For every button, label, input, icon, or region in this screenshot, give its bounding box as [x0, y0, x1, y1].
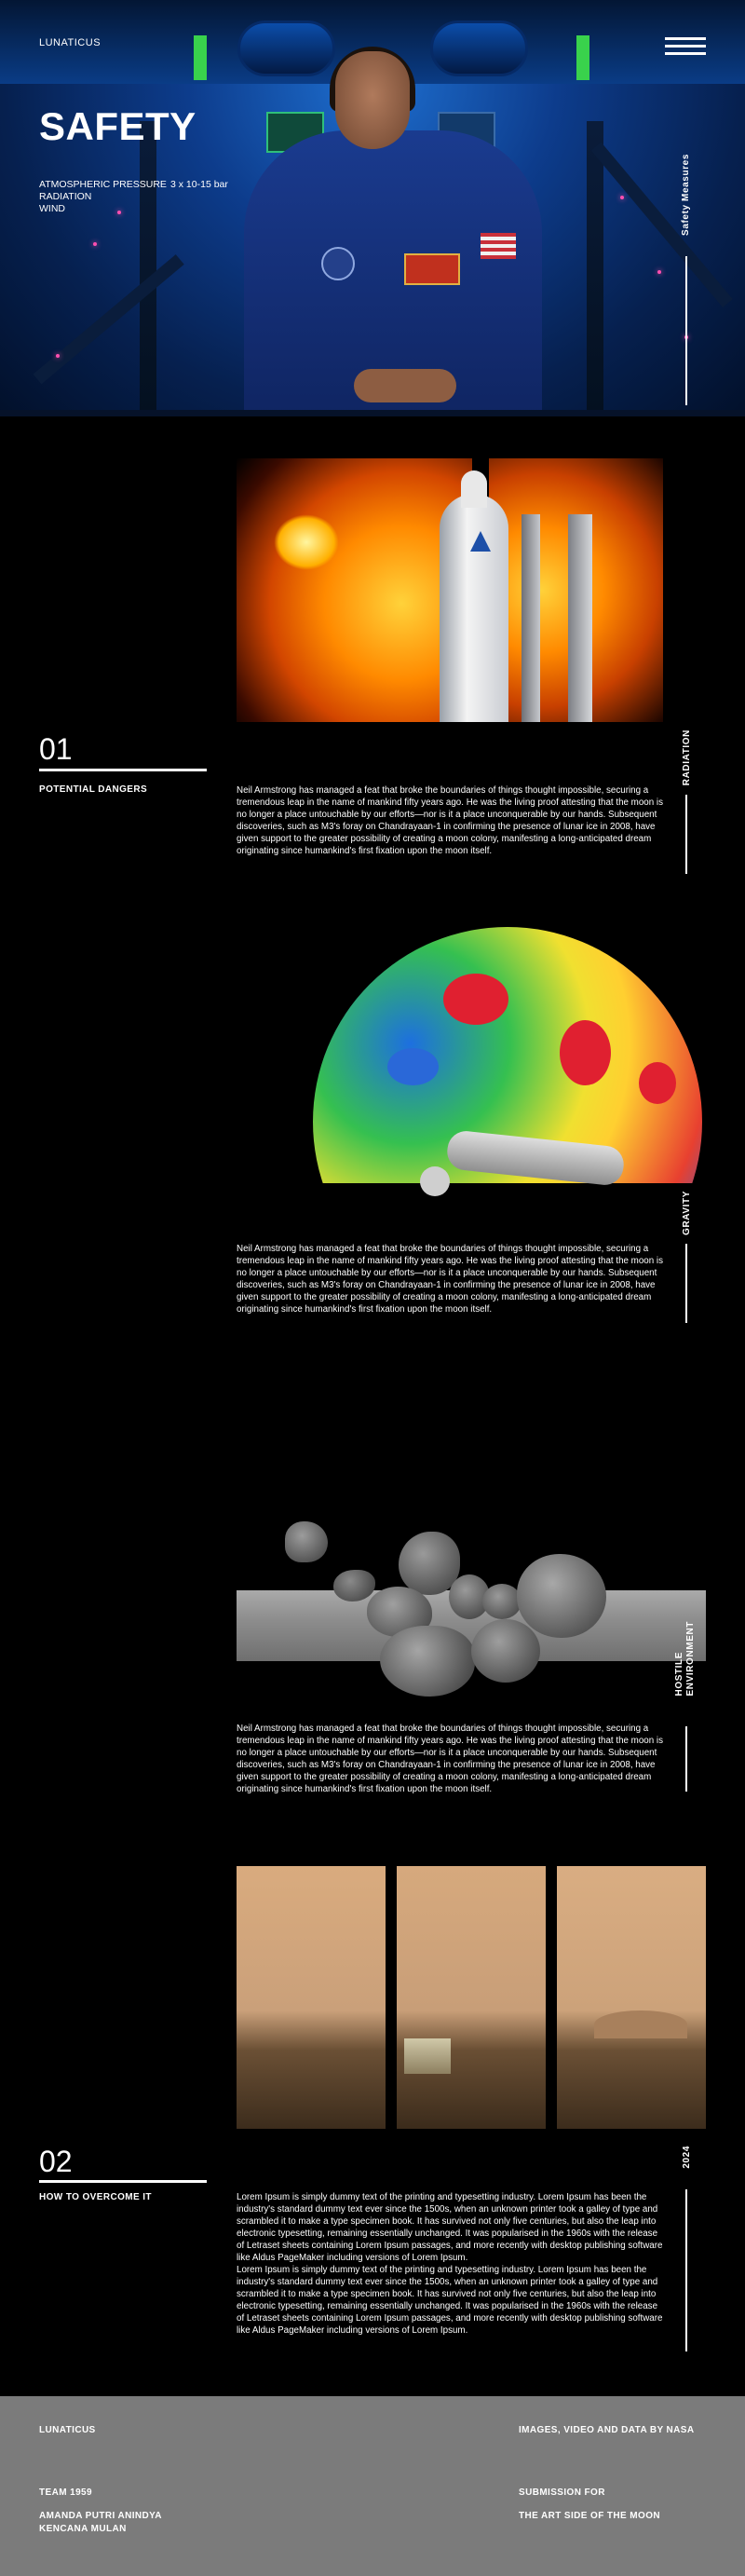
gravity-anomaly: [560, 1020, 611, 1085]
cockpit-window: [237, 20, 335, 76]
cockpit-rail: [34, 254, 184, 384]
section-heading-potential-dangers: POTENTIAL DANGERS: [39, 784, 148, 795]
hero-section: [0, 0, 745, 416]
side-label-line: ENVIRONMENT: [685, 1621, 696, 1697]
astronaut-hands: [354, 369, 456, 402]
side-label-year: 2024: [682, 2146, 692, 2169]
cockpit-strut: [587, 121, 603, 416]
side-divider: [685, 2189, 687, 2351]
gravity-anomaly: [443, 974, 508, 1025]
side-label-radiation: RADIATION: [682, 729, 692, 786]
side-divider: [685, 256, 687, 405]
hostile-environment-paragraph: Neil Armstrong has managed a feat that broke the boundaries of things thought impossible, securing a tremendous leap in the name of mankind fifty years ago. He was the living proof attesting that the moon is no longer a place untouchable by our efforts—nor is it a place unconquerable by our hands. Subsequent discoveries, such as M3's foray on Chandrayaan-1 in confirming the presence of lunar ice in 2008, have given support to the greater possibility of creating a moon colony, manifesting a long-anticipated dream originating since humankind's first fixation upon the moon itself.: [237, 1724, 663, 1794]
indicator-light: [194, 35, 207, 80]
member-name: AMANDA PUTRI ANINDYA: [39, 2511, 162, 2521]
overcome-paragraph: Lorem Ipsum is simply dummy text of the printing and typesetting industry. Lorem Ipsum has been the industry's standard dummy text ever since the 1500s, when an unknown printer took a galley of type and scrambled it to make a type specimen book. It has survived not only five centuries, but also the leap into electronic typesetting, remaining essentially unchanged. It was popularised in the 1960s with the release of Letraset sheets containing Lorem Ipsum passages, and more recently with desktop publishing software like Aldus PageMaker including versions of Lorem Ipsum.: [237, 2265, 663, 2336]
gravity-anomaly: [387, 1048, 439, 1085]
footer: [0, 2396, 745, 2576]
side-divider: [685, 1244, 687, 1323]
side-label-hostile-environment: [674, 1621, 697, 1697]
launch-tower: [568, 514, 592, 722]
side-label-safety-measures: Safety Measures: [681, 154, 691, 236]
section-heading-how-to-overcome-it: HOW TO OVERCOME IT: [39, 2192, 152, 2202]
side-label-gravity: GRAVITY: [682, 1191, 692, 1235]
footer-submission-label: SUBMISSION FOR: [519, 2487, 605, 2498]
section-number-01: 01: [39, 732, 73, 766]
asteroid: [380, 1626, 475, 1697]
page-title: SAFETY: [39, 104, 196, 148]
spec-label: WIND: [39, 203, 65, 214]
mars-hill: [594, 2010, 687, 2038]
section-underline: [39, 769, 207, 771]
pink-light: [56, 354, 60, 358]
mars-surface-image: [557, 1866, 706, 2129]
menu-line: [665, 45, 706, 48]
us-flag-patch: [481, 233, 516, 259]
footer-members: [39, 2510, 162, 2536]
asteroid: [482, 1584, 522, 1619]
spec-label: RADIATION: [39, 191, 92, 202]
spec-label: ATMOSPHERIC PRESSURE: [39, 179, 167, 190]
brand-logo[interactable]: LUNATICUS: [39, 37, 102, 48]
cockpit-window: [430, 20, 528, 76]
mars-surface-image: [397, 1866, 546, 2129]
asteroid: [517, 1554, 606, 1638]
footer-credits: IMAGES, VIDEO AND DATA BY NASA: [519, 2425, 695, 2435]
sun-image: [237, 458, 472, 722]
pathfinder-lander: [404, 2038, 451, 2074]
side-divider: [685, 1726, 687, 1792]
radiation-paragraph: Neil Armstrong has managed a feat that broke the boundaries of things thought impossible, securing a tremendous leap in the name of mankind fifty years ago. He was the living proof attesting that the moon is no longer a place untouchable by our efforts—nor is it a place unconquerable by our hands. Subsequent discoveries, such as M3's foray on Chandrayaan-1 in confirming the presence of lunar ice in 2008, have given support to the greater possibility of creating a moon colony, manifesting a long-anticipated dream originating since humankind's first fixation upon the moon itself.: [237, 785, 663, 856]
footer-team: TEAM 1959: [39, 2487, 92, 2498]
rocket-nose: [461, 470, 487, 508]
section-underline: [39, 2180, 207, 2183]
menu-line: [665, 37, 706, 40]
footer-event: THE ART SIDE OF THE MOON: [519, 2511, 661, 2521]
cockpit-rail: [591, 143, 733, 308]
menu-line: [665, 52, 706, 55]
pressure-value: 3 x 10-15 bar: [170, 179, 228, 190]
cockpit-strut: [140, 121, 156, 416]
rocket-body: [440, 494, 508, 722]
asteroid: [285, 1521, 328, 1562]
member-name: KENCANA MULAN: [39, 2524, 127, 2534]
astronaut-face: [335, 51, 410, 149]
overcome-text: [237, 2191, 665, 2337]
launch-tower: [522, 514, 540, 722]
asteroid: [471, 1619, 540, 1683]
solar-flare: [274, 514, 339, 570]
mars-surface-image: [237, 1866, 386, 2129]
pink-light: [657, 270, 661, 274]
gravity-paragraph: Neil Armstrong has managed a feat that broke the boundaries of things thought impossible, securing a tremendous leap in the name of mankind fifty years ago. He was the living proof attesting that the moon is no longer a place untouchable by our efforts—nor is it a place unconquerable by our hands. Subsequent discoveries, such as M3's foray on Chandrayaan-1 in confirming the presence of lunar ice in 2008, have given support to the greater possibility of creating a moon colony, manifesting a long-anticipated dream originating since humankind's first fixation upon the moon itself.: [237, 1244, 663, 1315]
name-badge: [404, 253, 460, 285]
nasa-patch-icon: [321, 247, 355, 280]
side-divider: [685, 795, 687, 874]
footer-brand[interactable]: LUNATICUS: [39, 2425, 96, 2435]
indicator-light: [576, 35, 589, 80]
pink-light: [620, 196, 624, 199]
desk: [0, 410, 745, 416]
pink-light: [93, 242, 97, 246]
overcome-paragraph: Lorem Ipsum is simply dummy text of the printing and typesetting industry. Lorem Ipsum has been the industry's standard dummy text ever since the 1500s, when an unknown printer took a galley of type and scrambled it to make a type specimen book. It has survived not only five centuries, but also the leap into electronic typesetting, remaining essentially unchanged. It was popularised in the 1960s with the release of Letraset sheets containing Lorem Ipsum passages, and more recently with desktop publishing software like Aldus PageMaker including versions of Lorem Ipsum.: [237, 2192, 663, 2263]
hamburger-menu-icon[interactable]: [665, 37, 706, 56]
gravity-anomaly: [639, 1062, 676, 1104]
hero-specs: [39, 179, 167, 215]
side-label-line: HOSTILE: [674, 1651, 684, 1697]
section-number-02: 02: [39, 2145, 73, 2178]
astronaut-helmet: [420, 1166, 450, 1196]
